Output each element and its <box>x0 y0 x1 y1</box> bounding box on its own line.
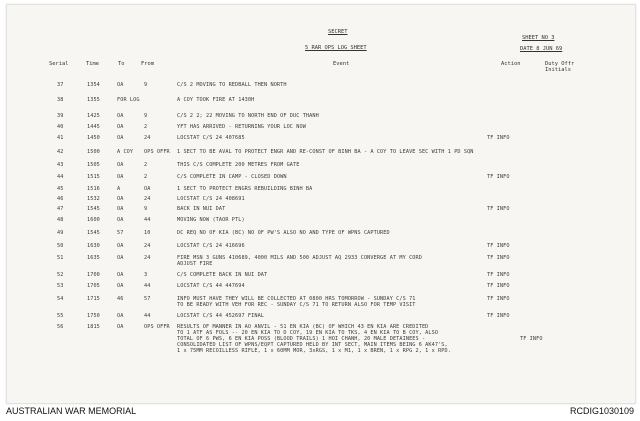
row-serial: 42 <box>57 149 64 155</box>
row-event-line: INFO MUST HAVE THEY WILL BE COLLECTED AT 0800 HRS TOMORROW - SUNDAY C/S 71 <box>177 296 416 302</box>
row-event-line: BACK IN NUI DAT <box>177 206 226 212</box>
row-serial: 44 <box>57 174 64 180</box>
row-from: 2 <box>144 174 148 180</box>
row-time: 1545 <box>87 230 100 236</box>
row-to: OA <box>117 217 124 223</box>
row-to: 46 <box>117 296 124 302</box>
row-to: OA <box>117 324 124 330</box>
row-from: OA <box>144 186 151 192</box>
row-time: 1445 <box>87 124 100 130</box>
row-event-line: 1 SECT TO PROTECT ENGRS REBUILDING BINH BA <box>177 186 313 192</box>
row-time: 1545 <box>87 206 100 212</box>
row-time: 1635 <box>87 255 100 261</box>
row-to: OA <box>117 82 124 88</box>
row-action: TF INFO <box>487 255 510 261</box>
column-header-duty-officer: Duty Offr <box>545 61 575 67</box>
row-event-line: A COY TOOK FIRE AT 1430H <box>177 97 255 103</box>
row-action: TF INFO <box>487 174 510 180</box>
row-time: 1450 <box>87 135 100 141</box>
row-time: 1425 <box>87 113 100 119</box>
row-time: 1355 <box>87 97 100 103</box>
row-serial: 43 <box>57 162 64 168</box>
row-from: 2 <box>144 124 148 130</box>
row-from: 24 <box>144 135 151 141</box>
row-to: FOR LOG <box>117 97 140 103</box>
row-event-line: LOCSTAT C/S 24 407685 <box>177 135 245 141</box>
row-to: 57 <box>117 230 124 236</box>
row-from: 57 <box>144 296 151 302</box>
row-serial: 39 <box>57 113 64 119</box>
row-time: 1630 <box>87 243 100 249</box>
row-serial: 56 <box>57 324 64 330</box>
row-serial: 41 <box>57 135 64 141</box>
row-action: TF INFO <box>487 135 510 141</box>
row-to: OA <box>117 162 124 168</box>
classification-heading: SECRET <box>328 29 348 35</box>
row-from: 9 <box>144 82 148 88</box>
row-to: OA <box>117 124 124 130</box>
row-to: A COY <box>117 149 134 155</box>
row-to: OA <box>117 283 124 289</box>
row-to: OA <box>117 196 124 202</box>
row-serial: 54 <box>57 296 64 302</box>
row-from: 3 <box>144 272 148 278</box>
sheet-number: SHEET NO 3 <box>522 35 555 41</box>
sheet-title: 5 RAR OPS LOG SHEET <box>305 45 367 51</box>
row-from: OPS OFFR <box>144 149 170 155</box>
row-event-line: C/S 2 2; 22 MOVING TO NORTH END OF DUC THANH <box>177 113 319 119</box>
row-event-line: MOVING NOW (TAOR PTL) <box>177 217 245 223</box>
row-serial: 46 <box>57 196 64 202</box>
row-event-line: TOTAL OF 6 PWS, 6 EN KIA POSS (BLOOD TRAILS) 1 HOI CHANH, 20 MALE DETAINEES - <box>177 336 426 342</box>
row-action: TF INFO <box>520 336 543 342</box>
row-from: 10 <box>144 230 151 236</box>
row-to: OA <box>117 206 124 212</box>
row-event-line: TO BE READY WITH VEH FOR REC - SUNDAY C/S 71 TO RETURN ALSO FOR TEMP VISIT <box>177 302 416 308</box>
column-header-from: From <box>141 61 154 67</box>
column-header-time: Time <box>86 61 99 67</box>
row-serial: 45 <box>57 186 64 192</box>
row-serial: 37 <box>57 82 64 88</box>
row-from: 2 <box>144 162 148 168</box>
row-event-line: DC REQ NO OF KIA (BC) NO OF PW'S ALSO NO AND TYPE OF WPNS CAPTURED <box>177 230 390 236</box>
row-event-line: CONSOLIDATED LIST OF WPNS/EQPT CAPTURED HELD BY INT SECT, MAIN ITEMS BEING 6 AK47'S, <box>177 342 448 348</box>
row-event-line: LOCSTAT C/S 24 408691 <box>177 196 245 202</box>
row-from: 44 <box>144 313 151 319</box>
row-time: 1600 <box>87 217 100 223</box>
row-to: OA <box>117 313 124 319</box>
column-header-serial: Serial <box>49 61 69 67</box>
row-to: A <box>117 186 121 192</box>
column-header-action: Action <box>501 61 521 67</box>
row-serial: 53 <box>57 283 64 289</box>
row-event-line: TO 1 ATF AS FOLS -- 20 EN KIA TO D COY, 19 EN KIA TO TKS, 4 EN KIA TO B COY, ALSO <box>177 330 439 336</box>
log-sheet <box>6 4 636 404</box>
row-event-line: ADJUST FIRE <box>177 261 213 267</box>
row-event-line: 1 x 75MM RECOILLESS RIFLE, 1 x 60MM MOR, 3xRGS, 1 x M1, 1 x BREN, 1 x RPG 2, 1 x RPD. <box>177 348 451 354</box>
row-to: OA <box>117 272 124 278</box>
row-time: 1705 <box>87 283 100 289</box>
row-serial: 47 <box>57 206 64 212</box>
row-serial: 50 <box>57 243 64 249</box>
row-time: 1532 <box>87 196 100 202</box>
row-from: 9 <box>144 113 148 119</box>
row-action: TF INFO <box>487 206 510 212</box>
row-serial: 55 <box>57 313 64 319</box>
row-event-line: LOCSTAT C/S 24 416696 <box>177 243 245 249</box>
row-event-line: THIS C/S COMPLETE 200 METRES FROM GATE <box>177 162 300 168</box>
row-time: 1500 <box>87 149 100 155</box>
row-from: 24 <box>144 196 151 202</box>
column-header-to: To <box>118 61 125 67</box>
row-action: TF INFO <box>487 296 510 302</box>
row-from: 24 <box>144 255 151 261</box>
row-time: 1750 <box>87 313 100 319</box>
row-action: TF INFO <box>487 283 510 289</box>
row-serial: 48 <box>57 217 64 223</box>
row-time: 1815 <box>87 324 100 330</box>
row-serial: 38 <box>57 97 64 103</box>
row-from: 44 <box>144 217 151 223</box>
row-action: TF INFO <box>487 272 510 278</box>
row-from: 44 <box>144 283 151 289</box>
footer-institution: AUSTRALIAN WAR MEMORIAL <box>6 406 137 416</box>
column-header-event: Event <box>333 61 350 67</box>
row-event-line: LOCSTAT C/S 44 447694 <box>177 283 245 289</box>
row-serial: 40 <box>57 124 64 130</box>
row-to: OA <box>117 113 124 119</box>
row-serial: 52 <box>57 272 64 278</box>
row-event-line: C/S COMPLETE BACK IN NUI DAT <box>177 272 268 278</box>
row-serial: 51 <box>57 255 64 261</box>
row-from: 24 <box>144 243 151 249</box>
row-to: OA <box>117 174 124 180</box>
row-event-line: RESULTS OF MANNER IN AO ANVIL - 51 EN KIA (BC) OF WHICH 43 EN KIA ARE CREDITED <box>177 324 429 330</box>
row-action: TF INFO <box>487 243 510 249</box>
row-event-line: YFT HAS ARRIVED - RETURNING YOUR LOC NOW <box>177 124 306 130</box>
column-header-initials: Initials <box>545 67 571 73</box>
row-event-line: LOCSTAT C/S 44 452697 FINAL <box>177 313 265 319</box>
row-time: 1516 <box>87 186 100 192</box>
row-to: OA <box>117 243 124 249</box>
row-time: 1700 <box>87 272 100 278</box>
row-time: 1515 <box>87 174 100 180</box>
row-to: OA <box>117 255 124 261</box>
footer-reference: RCDIG1030109 <box>569 406 634 416</box>
row-event-line: C/S 2 MOVING TO REDBALL THEN NORTH <box>177 82 287 88</box>
row-time: 1505 <box>87 162 100 168</box>
row-from: OPS OFFR <box>144 324 170 330</box>
row-action: TF INFO <box>487 313 510 319</box>
row-event-line: FIRE MSN 3 GUNS 410689, 4000 MILS AND 500 ADJUST AQ 2933 CONVERGE AT MY CORD <box>177 255 422 261</box>
row-event-line: C/S COMPLETE IN CAMP - CLOSED DOWN <box>177 174 287 180</box>
row-event-line: 1 SECT TO BE AVAL TO PROTECT ENGR AND RE-CONST OF BINH BA - A COY TO LEAVE SEC WITH 1 PD SQN <box>177 149 474 155</box>
row-time: 1715 <box>87 296 100 302</box>
row-serial: 49 <box>57 230 64 236</box>
sheet-date: DATE 8 JUN 69 <box>520 46 563 52</box>
row-to: OA <box>117 135 124 141</box>
row-time: 1354 <box>87 82 100 88</box>
row-from: 9 <box>144 206 148 212</box>
